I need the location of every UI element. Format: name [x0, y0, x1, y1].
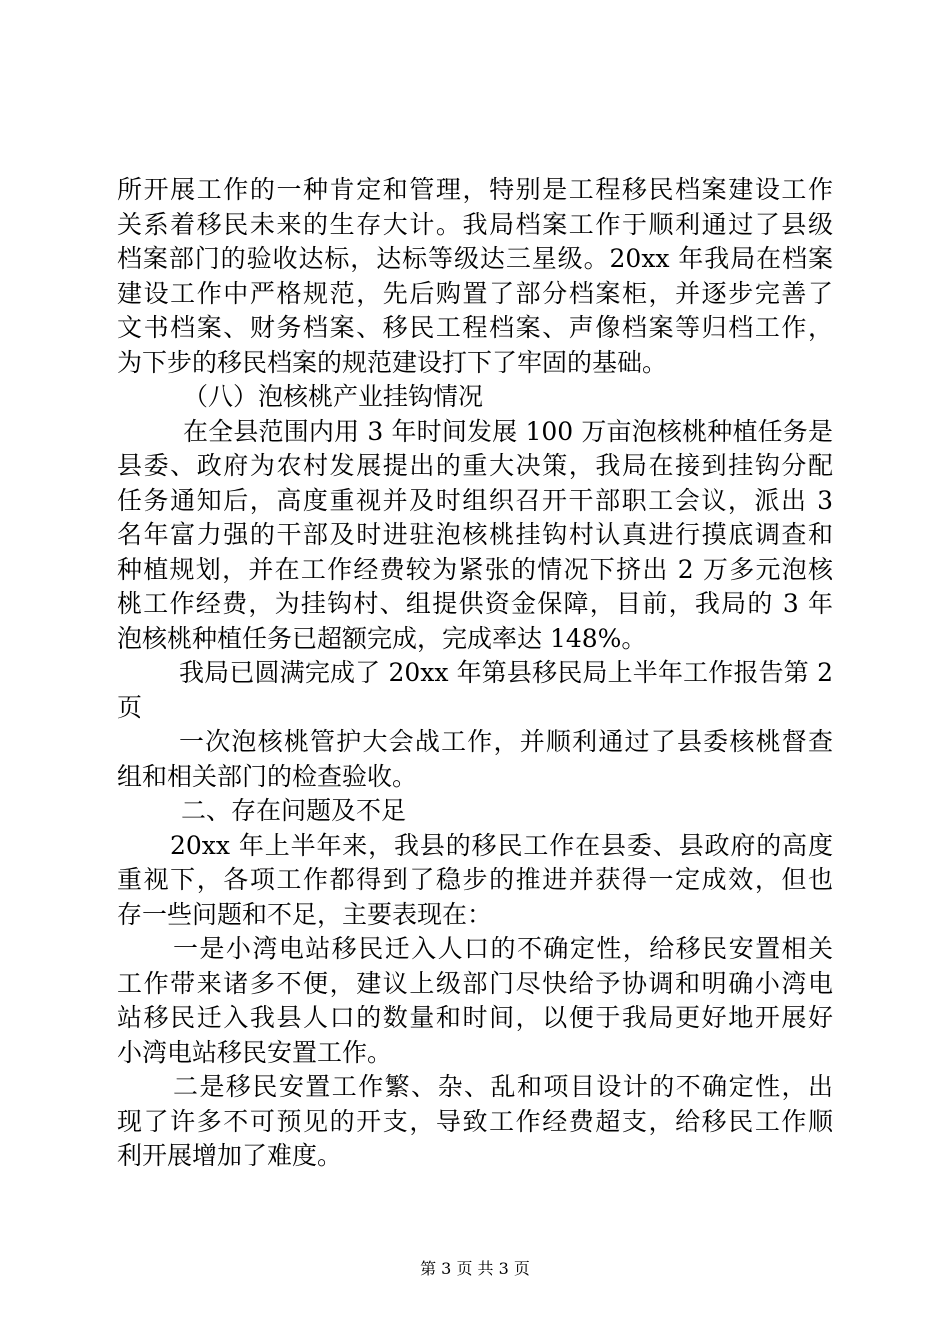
- text-line: 20xx 年上半年来，我县的移民工作在县委、县政府的高度: [170, 830, 833, 860]
- text-line: 档案部门的验收达标，达标等级达三星级。20xx 年我局在档案: [117, 244, 833, 273]
- text-line: 组和相关部门的检查验收。: [117, 761, 418, 791]
- text-line: 县委、政府为农村发展提出的重大决策，我局在接到挂钩分配: [117, 451, 833, 480]
- text-line: 存一些问题和不足，主要表现在：: [117, 899, 493, 929]
- text-line: 泡核桃种植任务已超额完成，完成率达 148%。: [117, 623, 647, 653]
- text-line: 名年富力强的干部及时进驻泡核桃挂钩村认真进行摸底调查和: [117, 520, 833, 549]
- text-line: 页: [117, 692, 143, 722]
- text-line: 重视下，各项工作都得到了稳步的推进并获得一定成效，但也: [117, 865, 833, 894]
- text-line: 为下步的移民档案的规范建设打下了牢固的基础。: [117, 347, 668, 377]
- text-line: 小湾电站移民安置工作。: [117, 1037, 393, 1067]
- text-line: 我局已圆满完成了 20xx 年第县移民局上半年工作报告第 2: [179, 658, 833, 687]
- section-heading: （八）泡核桃产业挂钩情况: [183, 382, 484, 411]
- text-line: 关系着移民未来的生存大计。我局档案工作于顺利通过了县级: [117, 209, 833, 239]
- text-line: 文书档案、财务档案、移民工程档案、声像档案等归档工作，: [117, 313, 833, 342]
- text-line: 现了许多不可预见的开支，导致工作经费超支，给移民工作顺: [117, 1106, 833, 1136]
- text-line: 任务通知后，高度重视并及时组织召开干部职工会议，派出 3: [117, 485, 833, 515]
- text-line: 建设工作中严格规范，先后购置了部分档案柜，并逐步完善了: [117, 278, 833, 308]
- text-line: 一是小湾电站移民迁入人口的不确定性，给移民安置相关: [173, 934, 833, 963]
- text-line: 工作带来诸多不便，建议上级部门尽快给予协调和明确小湾电: [117, 968, 833, 998]
- text-line: 在全县范围内用 3 年时间发展 100 万亩泡核桃种植任务是: [183, 416, 833, 446]
- page-footer: 第 3 页 共 3 页: [420, 1259, 530, 1278]
- text-line: 一次泡核桃管护大会战工作，并顺利通过了县委核桃督查: [179, 727, 833, 756]
- document-body: [117, 173, 833, 1174]
- text-line: 利开展增加了难度。: [117, 1141, 343, 1170]
- text-line: 种植规划，并在工作经费较为紧张的情况下挤出 2 万多元泡核: [117, 554, 833, 584]
- text-line: 二是移民安置工作繁、杂、乱和项目设计的不确定性，出: [173, 1072, 833, 1101]
- section-heading: 二、存在问题及不足: [181, 796, 407, 825]
- text-line: 站移民迁入我县人口的数量和时间，以便于我局更好地开展好: [117, 1003, 833, 1032]
- text-line: 所开展工作的一种肯定和管理，特别是工程移民档案建设工作: [117, 175, 833, 204]
- text-line: 桃工作经费，为挂钩村、组提供资金保障，目前，我局的 3 年: [117, 589, 833, 618]
